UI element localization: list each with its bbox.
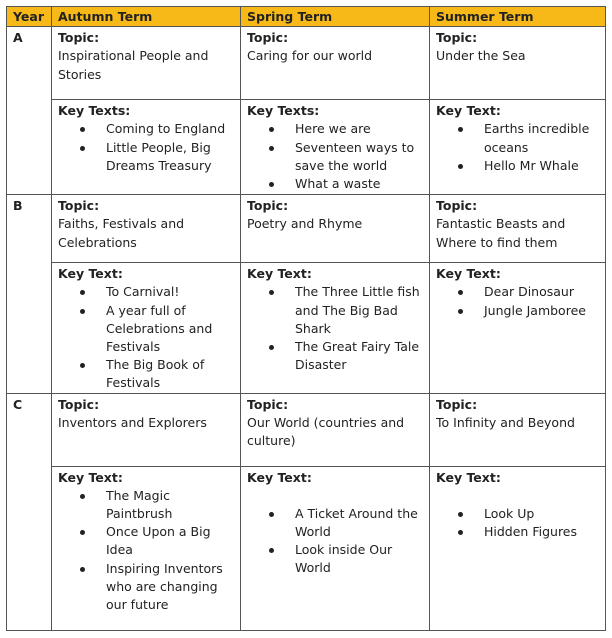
list-item: Earths incredible oceans (484, 120, 599, 156)
year-c-autumn-topic (52, 393, 241, 466)
topic-label: Topic: (436, 30, 478, 46)
list-item: The Great Fairy Tale Disaster (295, 338, 423, 374)
year-a-label: A (7, 27, 52, 195)
key-texts-list (436, 120, 599, 175)
list-item: A year full of Celebrations and Festivals (106, 302, 234, 357)
year-c-summer-topic (430, 393, 606, 466)
list-item: Jungle Jamboree (484, 302, 599, 320)
key-text-label: Key Text: (247, 469, 312, 485)
topic-label: Topic: (436, 198, 478, 214)
year-a-spring-texts (241, 100, 430, 195)
list-item: The Three Little fish and The Big Bad Shark (295, 283, 423, 338)
header-year: Year (7, 7, 52, 27)
topic-text: Caring for our world (247, 48, 373, 64)
topic-label: Topic: (247, 396, 289, 412)
list-item: The Big Book of Festivals (106, 356, 234, 392)
year-a-spring-topic (241, 27, 430, 100)
key-texts-label: Key Texts: (58, 103, 131, 119)
list-item: Look inside Our World (295, 541, 423, 577)
topic-text: Our World (countries and culture) (247, 414, 405, 449)
key-text-label: Key Text: (58, 469, 123, 485)
key-texts-list (58, 120, 234, 175)
topic-text: To Infinity and Beyond (436, 414, 575, 430)
key-texts-list (247, 505, 423, 578)
curriculum-table (6, 6, 606, 631)
key-texts-list (247, 283, 423, 374)
list-item: Here we are (295, 120, 423, 138)
list-item: Little People, Big Dreams Treasury (106, 139, 234, 175)
year-a-autumn-texts (52, 100, 241, 195)
year-b-autumn-topic (52, 195, 241, 263)
header-row (7, 7, 606, 27)
key-texts-label: Key Texts: (247, 103, 320, 119)
year-a-texts-row (7, 100, 606, 195)
year-c-autumn-texts (52, 466, 241, 630)
topic-text: Inventors and Explorers (58, 414, 207, 430)
topic-label: Topic: (436, 396, 478, 412)
list-item: Once Upon a Big Idea (106, 523, 234, 559)
header-autumn-term: Autumn Term (52, 7, 241, 27)
year-c-summer-texts (430, 466, 606, 630)
key-texts-list (436, 283, 599, 319)
year-a-autumn-topic (52, 27, 241, 100)
year-a-summer-topic (430, 27, 606, 100)
key-texts-list (58, 283, 234, 392)
list-item: Coming to England (106, 120, 234, 138)
topic-text: Faiths, Festivals and Celebrations (58, 216, 185, 250)
year-c-texts-row (7, 466, 606, 630)
list-item: Inspiring Inventors who are changing our future (106, 560, 234, 615)
list-item: A Ticket Around the World (295, 505, 423, 541)
list-item: The Magic Paintbrush (106, 487, 234, 523)
year-a-summer-texts (430, 100, 606, 195)
key-text-label: Key Text: (436, 103, 501, 119)
key-texts-list (58, 487, 234, 614)
year-b-autumn-texts (52, 263, 241, 393)
topic-label: Topic: (58, 396, 100, 412)
list-item: To Carnival! (106, 283, 234, 301)
list-item: Hidden Figures (484, 523, 599, 541)
year-b-summer-texts (430, 263, 606, 393)
topic-label: Topic: (58, 198, 100, 214)
key-text-label: Key Text: (58, 266, 123, 282)
year-b-spring-texts (241, 263, 430, 393)
topic-label: Topic: (58, 30, 100, 46)
year-b-spring-topic (241, 195, 430, 263)
key-texts-list (247, 120, 423, 193)
year-b-summer-topic (430, 195, 606, 263)
year-c-topic-row (7, 393, 606, 466)
blank-line (247, 487, 423, 505)
list-item: What a waste (295, 175, 423, 193)
key-texts-list (436, 505, 599, 541)
key-text-label: Key Text: (436, 266, 501, 282)
list-item: Look Up (484, 505, 599, 523)
key-text-label: Key Text: (436, 469, 501, 485)
year-c-spring-topic (241, 393, 430, 466)
topic-text: Under the Sea (436, 48, 526, 64)
year-b-texts-row (7, 263, 606, 393)
year-c-spring-texts (241, 466, 430, 630)
topic-text: Fantastic Beasts and Where to find them (436, 216, 566, 250)
year-c-label: C (7, 393, 52, 630)
list-item: Seventeen ways to save the world (295, 139, 423, 175)
year-b-topic-row (7, 195, 606, 263)
list-item: Hello Mr Whale (484, 157, 599, 175)
year-a-topic-row (7, 27, 606, 100)
header-spring-term: Spring Term (241, 7, 430, 27)
topic-label: Topic: (247, 198, 289, 214)
blank-line (436, 487, 599, 505)
topic-text: Poetry and Rhyme (247, 216, 363, 232)
topic-text: Inspirational People and Stories (58, 48, 209, 82)
topic-label: Topic: (247, 30, 289, 46)
header-summer-term: Summer Term (430, 7, 606, 27)
year-b-label: B (7, 195, 52, 393)
key-text-label: Key Text: (247, 266, 312, 282)
list-item: Dear Dinosaur (484, 283, 599, 301)
